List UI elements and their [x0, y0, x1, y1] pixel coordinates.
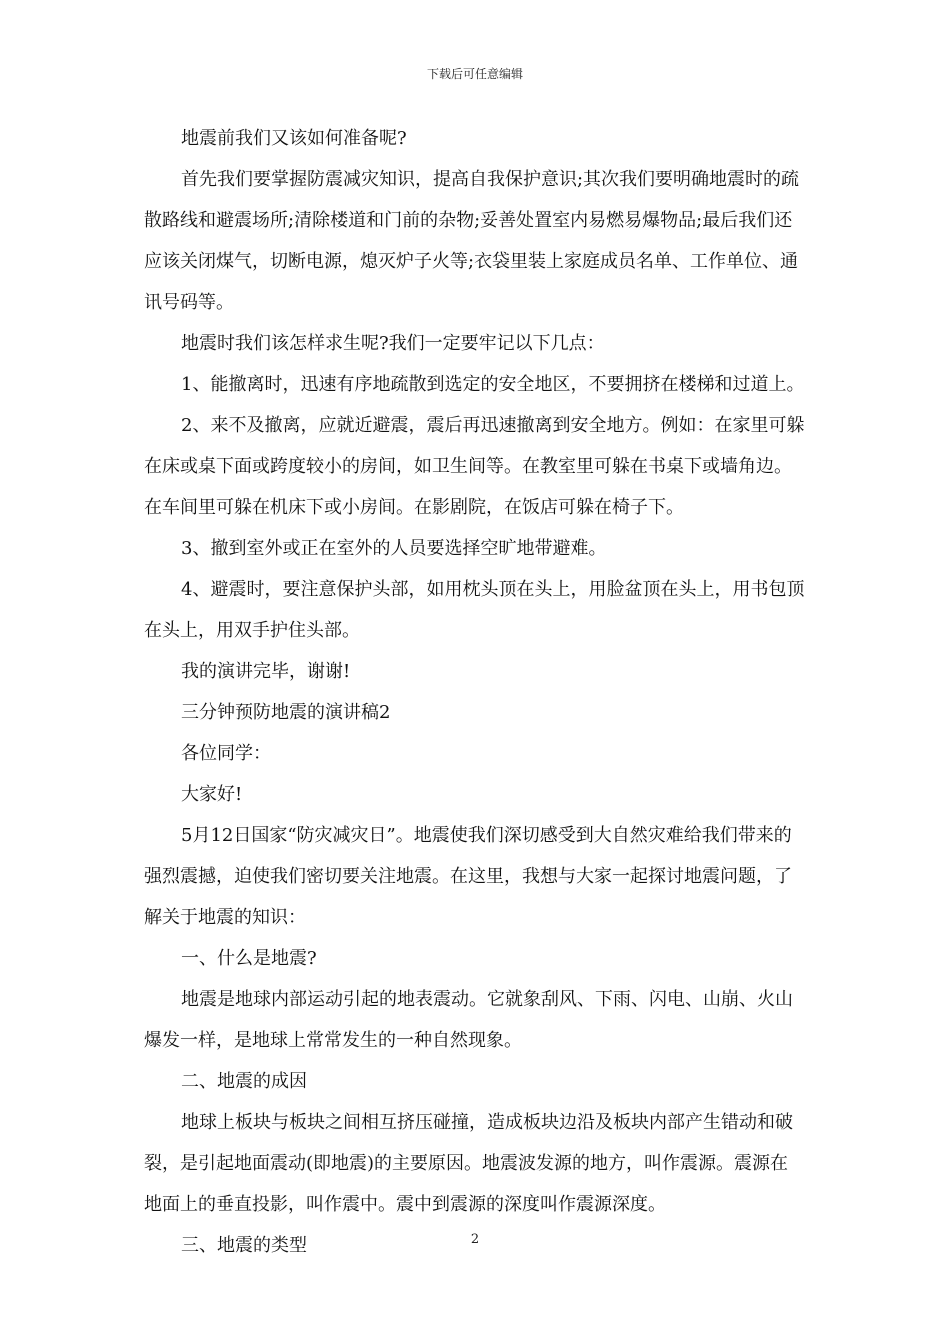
page-header: 下载后可任意编辑 — [426, 67, 523, 81]
paragraph: 大家好! — [181, 784, 243, 805]
document-body — [144, 118, 806, 1266]
subheading: 三、地震的类型 — [181, 1235, 307, 1256]
paragraph: 地震前我们又该如何准备呢? — [181, 128, 407, 149]
paragraph: 3、撤到室外或正在室外的人员要选择空旷地带避难。 — [181, 538, 607, 559]
section-title: 三分钟预防地震的演讲稿2 — [181, 702, 391, 723]
paragraph: 我的演讲完毕，谢谢! — [181, 661, 351, 682]
subheading: 一、什么是地震? — [181, 948, 317, 969]
paragraph: 地震时我们该怎样求生呢?我们一定要牢记以下几点： — [181, 333, 605, 354]
subheading: 二、地震的成因 — [181, 1071, 307, 1092]
page-number: 2 — [470, 1232, 480, 1247]
paragraph: 地球上板块与板块之间相互挤压碰撞，造成板块边沿及板块内部产生错动和破裂，是引起地面震动(即地震)的主要原因。地震波发源的地方，叫作震源。震源在地面上的垂直投影，叫作震中。震中到震源的深度叫作震源深度。 — [144, 1112, 793, 1215]
paragraph: 各位同学： — [181, 743, 271, 764]
paragraph: 首先我们要掌握防震减灾知识，提高自我保护意识;其次我们要明确地震时的疏散路线和避震场所;清除楼道和门前的杂物;妥善处置室内易燃易爆物品;最后我们还应该关闭煤气，切断电源，熄灭炉子火等;衣袋里装上家庭成员名单、工作单位、通讯号码等。 — [144, 169, 800, 313]
paragraph: 5月12日国家“防灾减灾日”。地震使我们深切感受到大自然灾难给我们带来的强烈震撼，迫使我们密切要关注地震。在这里，我想与大家一起探讨地震问题，了解关于地震的知识： — [144, 825, 792, 928]
paragraph: 1、能撤离时，迅速有序地疏散到选定的安全地区，不要拥挤在楼梯和过道上。 — [181, 374, 805, 395]
paragraph: 地震是地球内部运动引起的地表震动。它就象刮风、下雨、闪电、山崩、火山爆发一样，是地球上常常发生的一种自然现象。 — [144, 989, 793, 1051]
paragraph: 4、避震时，要注意保护头部，如用枕头顶在头上，用脸盆顶在头上，用书包顶在头上，用双手护住头部。 — [144, 579, 805, 641]
paragraph: 2、来不及撤离，应就近避震，震后再迅速撤离到安全地方。例如：在家里可躲在床或桌下面或跨度较小的房间，如卫生间等。在教室里可躲在书桌下或墙角边。在车间里可躲在机床下或小房间。在影剧院，在饭店可躲在椅子下。 — [144, 415, 805, 518]
